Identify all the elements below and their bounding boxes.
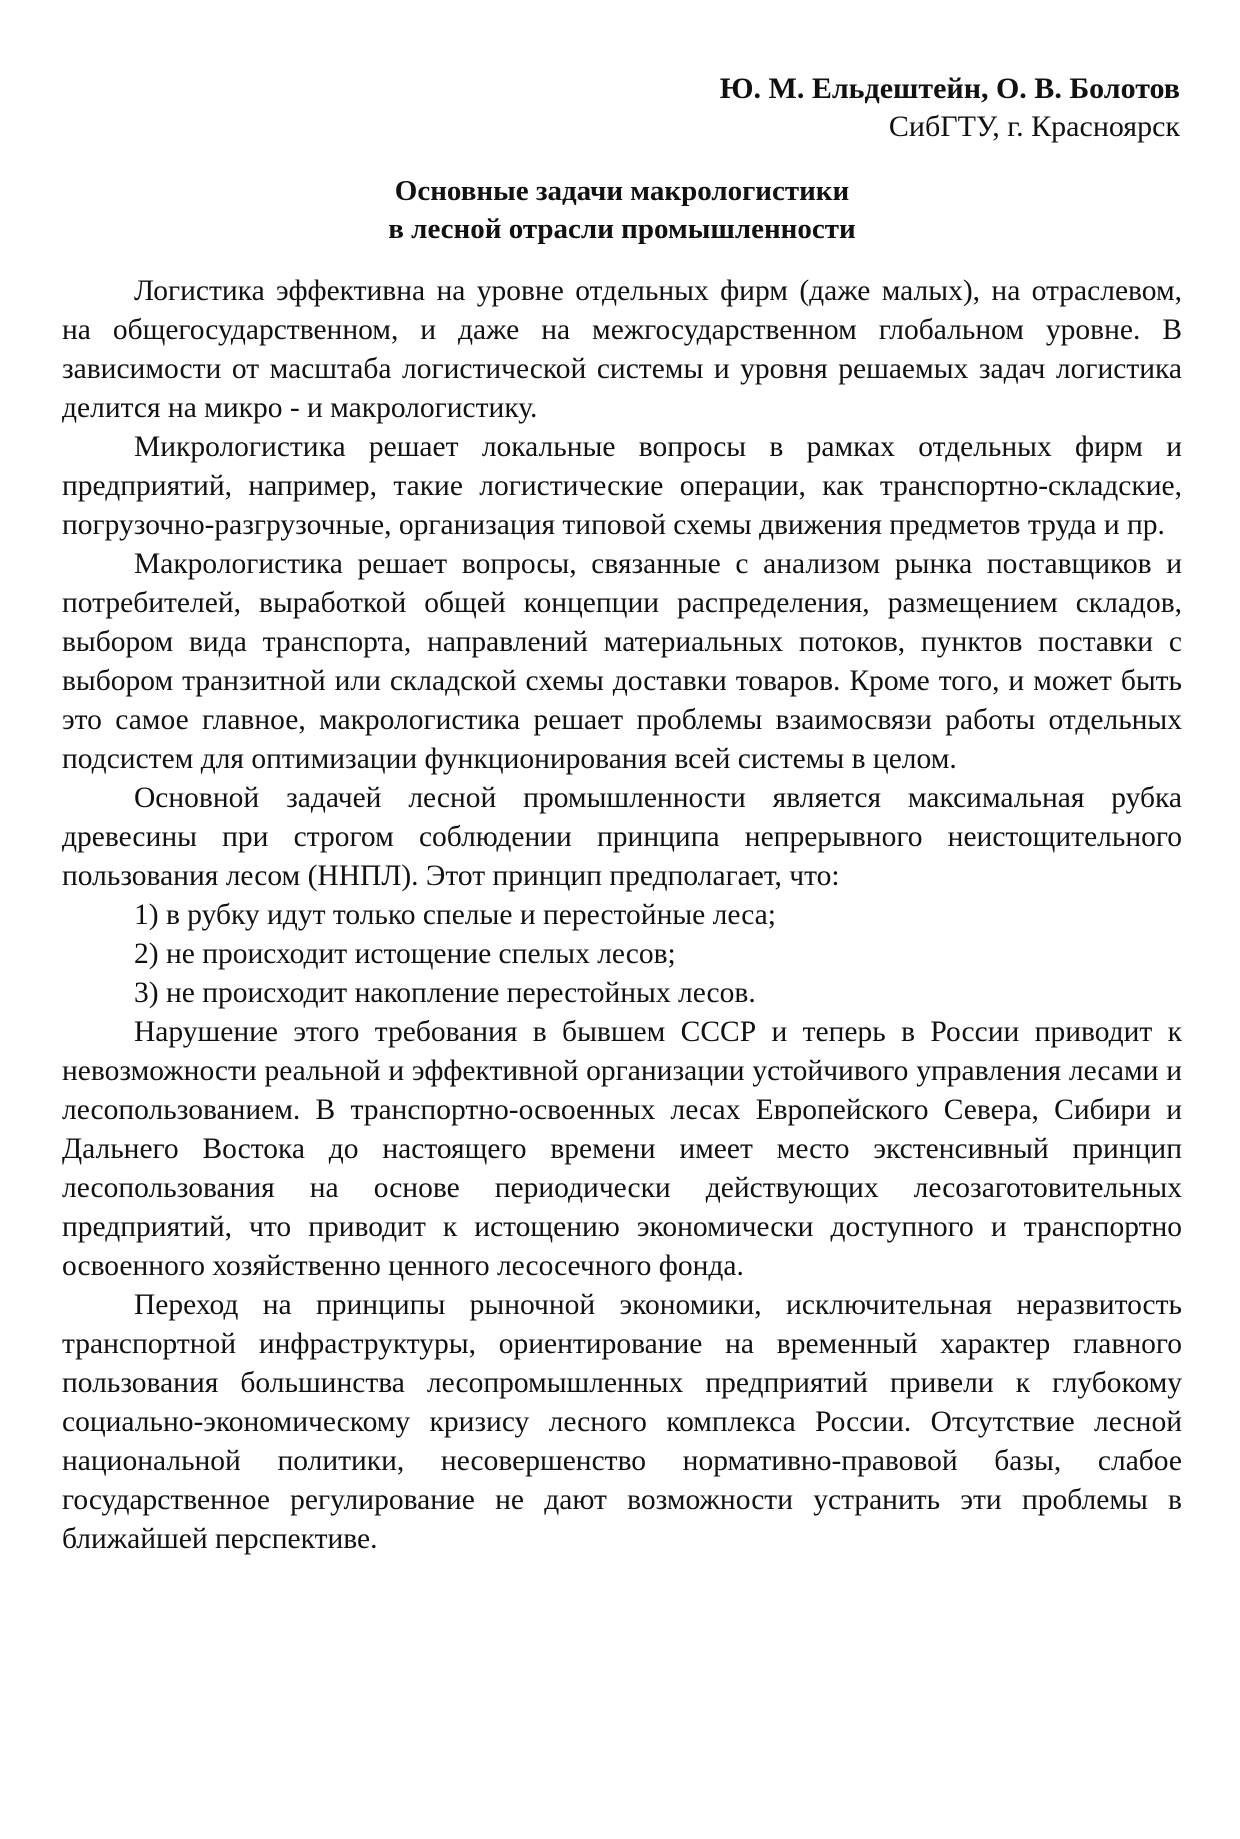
affiliation: СибГТУ, г. Красноярск	[888, 110, 1180, 143]
paragraph-6: Переход на принципы рыночной экономики, исключительная неразвитость транспортной инфраструктуры, ориентирование на временный характер главного пользования большинства лесопромышленных предприятий привели к глубокому социально-экономическому кризису лесного комплекса России. Отсутствие лесной национальной политики, несовершенство нормативно-правовой базы, слабое государственное регулирование не дают возможности устранить эти проблемы в ближайшей перспективе.	[62, 1289, 1182, 1555]
paper-page	[62, 70, 1182, 1559]
paragraph-3: Макрологистика решает вопросы, связанные с анализом рынка поставщиков и потребителей, выработкой общей концепции распределения, размещением складов, выбором вида транспорта, направлений материальных потоков, пунктов поставки с выбором транзитной или складской схемы доставки товаров. Кроме того, и может быть это самое главное, макрологистика решает проблемы взаимосвязи работы отдельных подсистем для оптимизации функционирования всей системы в целом.	[62, 548, 1182, 775]
paragraph-2: Микрологистика решает локальные вопросы в рамках отдельных фирм и предприятий, например, такие логистические операции, как транспортно-складские, погрузочно-разгрузочные, организация типовой схемы движения предметов труда и пр.	[62, 431, 1182, 541]
paper-title	[62, 172, 1182, 248]
authors: Ю. М. Ельдештейн, О. В. Болотов	[719, 72, 1180, 105]
paragraph-4: Основной задачей лесной промышленности является максимальная рубка древесины при строгом соблюдении принципа непрерывного неистощительного пользования лесом (ННПЛ). Этот принцип предполагает, что:	[62, 782, 1182, 892]
paragraph-1: Логистика эффективна на уровне отдельных фирм (даже малых), на отраслевом, на общегосударственном, и даже на межгосударственном глобальном уровне. В зависимости от масштаба логистической системы и уровня решаемых задач логистика делится на микро - и макрологистику.	[62, 275, 1182, 424]
paper-title-line-2: в лесной отрасли промышленности	[388, 213, 856, 245]
list-item: 2) не происходит истощение спелых лесов;	[134, 938, 676, 970]
paragraph-5: Нарушение этого требования в бывшем СССР и теперь в России приводит к невозможности реальной и эффективной организации устойчивого управления лесами и лесопользованием. В транспортно-освоенных лесах Европейского Севера, Сибири и Дальнего Востока до настоящего времени имеет место экстенсивный принцип лесопользования на основе периодически действующих лесозаготовительных предприятий, что приводит к истощению экономически доступного и транспортно освоенного хозяйственно ценного лесосечного фонда.	[62, 1016, 1182, 1282]
criteria-list	[62, 896, 1182, 1013]
list-item: 3) не происходит накопление перестойных лесов.	[134, 977, 756, 1009]
paper-title-line-1: Основные задачи макрологистики	[394, 175, 850, 207]
list-item: 1) в рубку идут только спелые и перестойные леса;	[134, 899, 776, 931]
